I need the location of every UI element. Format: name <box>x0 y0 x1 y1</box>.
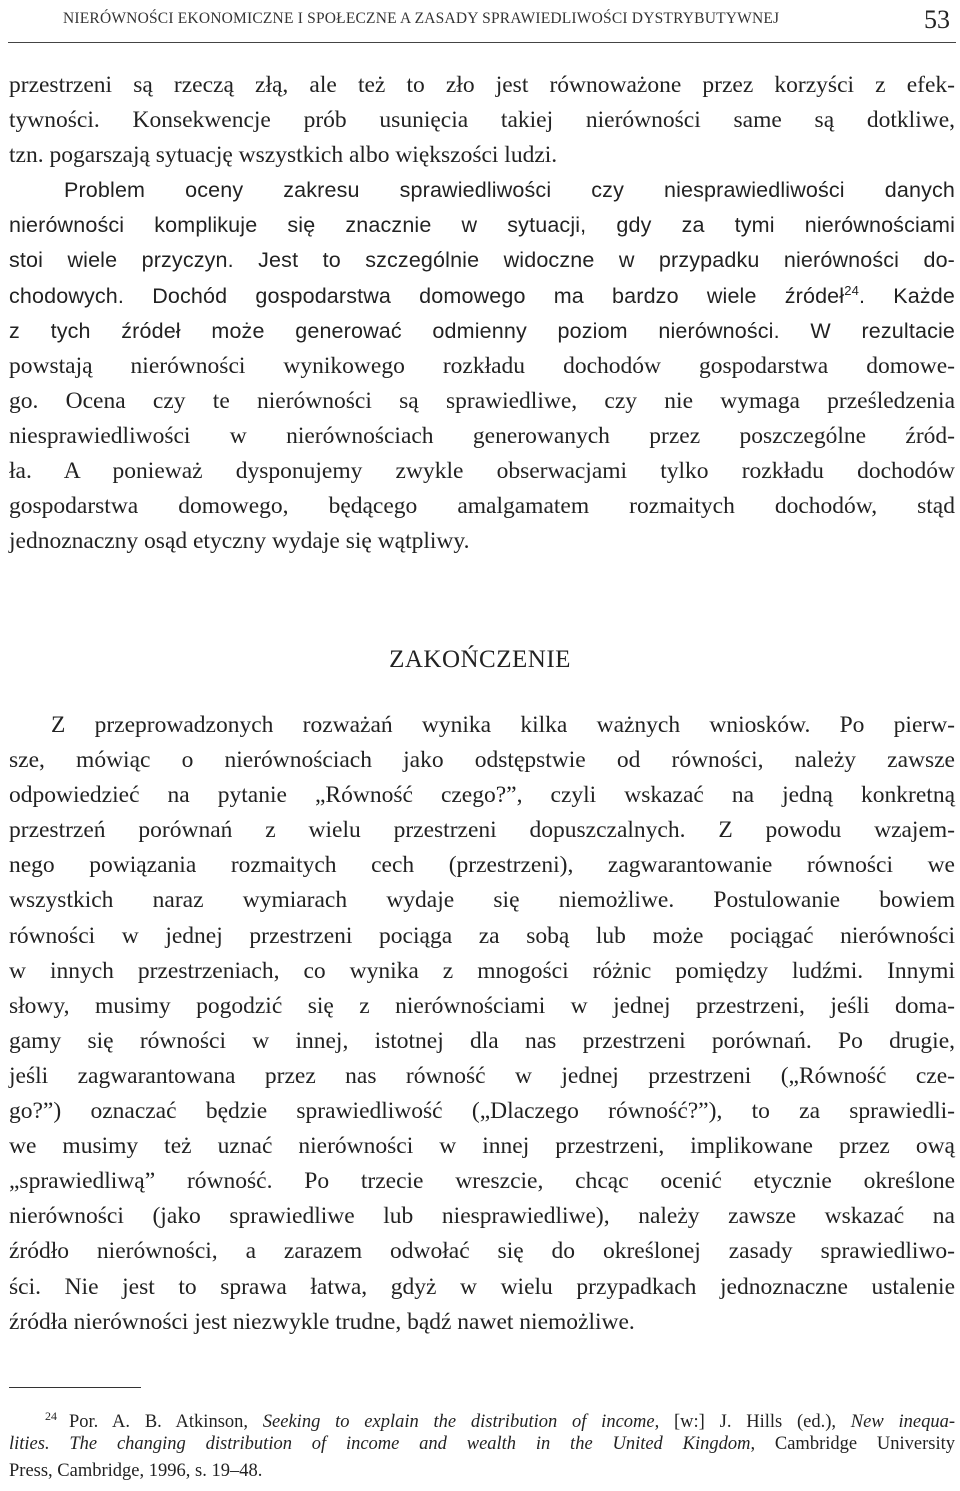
section-title: ZAKOŃCZENIE <box>389 646 571 673</box>
text-line: źródło nierówności, a zarazem odwołać się do określonej zasady sprawiedliwo- <box>9 1238 955 1265</box>
text-line: przestrzeni są rzeczą złą, ale też to zło jest równoważone przez korzyści z efek- <box>9 72 955 98</box>
section-heading <box>0 646 960 674</box>
text-line: gospodarstwa domowego, będącego amalgamatem rozmaitych dochodów, stąd <box>9 493 955 520</box>
text-line: ła. A ponieważ dysponujemy zwykle obserwacjami tylko rozkładu dochodów <box>9 458 955 485</box>
text-line: powstają nierówności wynikowego rozkładu dochodów gospodarstwa domowe- <box>9 352 955 379</box>
footnote-ref: 24 <box>844 282 859 298</box>
text-line: „sprawiedliwą” równość. Po trzecie wreszcie, chcąc ocenić etycznie określone <box>9 1168 955 1195</box>
body-text-conclusion <box>9 708 955 1340</box>
text-line: sze, mówiąc o nierównościach jako odstępstwie od równości, należy zawsze <box>9 747 955 774</box>
text-line: tzn. pogarszają sytuację wszystkich albo większości ludzi. <box>9 142 558 169</box>
footnote-line: Press, Cambridge, 1996, s. 19–48. <box>9 1461 263 1481</box>
page-number: 53 <box>924 5 950 34</box>
book-title: New inequa- <box>850 1412 955 1433</box>
text-line: wszystkich naraz wymiarach wydaje się niemożliwe. Postulowanie bowiem <box>9 887 955 914</box>
text-line: źródła nierówności jest niezwykle trudne, bądź nawet niemożliwe. <box>9 1308 635 1335</box>
text-line: równości w jednej przestrzeni pociąga za sobą lub może pociągać nierówności <box>9 922 955 949</box>
text-line: jednoznaczny osąd etyczny wydaje się wątpliwy. <box>9 528 470 555</box>
text-line: odpowiedzieć na pytanie „Równość czego?”, czyli wskazać na jedną konkretną <box>9 782 955 809</box>
text-fragment: , Cambridge University <box>750 1433 955 1454</box>
running-title: NIERÓWNOŚCI EKONOMICZNE I SPOŁECZNE A ZASADY SPRAWIEDLIWOŚCI DYSTRYBUTYWNEJ <box>63 10 780 27</box>
body-text-top <box>9 68 955 559</box>
text-line <box>9 279 955 314</box>
text-line: stoi wiele przyczyn. Jest to szczególnie widoczne w przypadku nierówności do- <box>9 248 955 273</box>
text-line: we musimy też uznać nierówności w innej przestrzeni, implikowane przez ową <box>9 1133 955 1160</box>
text-line: przestrzeń porównań z wielu przestrzeni dopuszczalnych. Z powodu wzajem- <box>9 817 955 844</box>
running-header <box>8 6 956 43</box>
footnote-line <box>9 1431 955 1459</box>
text-line: Z przeprowadzonych rozważań wynika kilka ważnych wniosków. Po pierw- <box>51 712 955 738</box>
text-line: nego powiązania rozmaitych cech (przestrzeni), zagwarantowanie równości we <box>9 852 955 879</box>
text-line: go. Ocena czy te nierówności są sprawiedliwe, czy nie wymaga prześledzenia <box>9 387 955 414</box>
text-fragment: chodowych. Dochód gospodarstwa domowego ma bardzo wiele źródeł <box>9 283 845 308</box>
text-fragment: Por. A. B. Atkinson, <box>69 1412 263 1433</box>
footnote <box>9 1403 955 1486</box>
text-line: niesprawiedliwości w nierównościach generowanych przez poszczególne źród- <box>9 422 955 449</box>
text-line: słowy, musimy pogodzić się z nierównościami w jednej przestrzeni, jeśli doma- <box>9 992 955 1019</box>
text-fragment: , [w:] J. Hills (ed.), <box>654 1412 851 1433</box>
book-title: lities. The changing distribution of income and wealth in the United Kingdom <box>9 1433 751 1454</box>
text-fragment: . Każde <box>858 283 955 308</box>
text-line: ści. Nie jest to sprawa łatwa, gdyż w wielu przypadkach jednoznaczne ustalenie <box>9 1273 955 1300</box>
text-line: nierówności (jako sprawiedliwe lub niesprawiedliwe), należy zawsze wskazać na <box>9 1203 955 1230</box>
text-line: Problem oceny zakresu sprawiedliwości czy niesprawiedliwości danych <box>64 178 955 203</box>
text-line: gamy się równości w innej, istotnej dla nas przestrzeni porównań. Po drugie, <box>9 1027 955 1054</box>
text-line: tywności. Konsekwencje prób usunięcia takiej nierówności same są dotkliwe, <box>9 107 955 134</box>
footnote-number: 24 <box>45 1409 57 1423</box>
text-line: jeśli zagwarantowana przez nas równość w jednej przestrzeni („Równość cze- <box>9 1062 955 1089</box>
text-line: z tych źródeł może generować odmienny poziom nierówności. W rezultacie <box>9 318 955 343</box>
footnote-divider <box>9 1387 141 1388</box>
text-line: go?”) oznaczać będzie sprawiedliwość („Dlaczego równość?”), to za sprawiedli- <box>9 1098 955 1125</box>
book-title: Seeking to explain the distribution of income <box>262 1412 655 1433</box>
footnote-line <box>9 1403 955 1431</box>
text-line: nierówności komplikuje się znacznie w sytuacji, gdy za tymi nierównościami <box>9 213 955 238</box>
text-line: w innych przestrzeniach, co wynika z mnogości różnic pomiędzy ludźmi. Innymi <box>9 957 955 984</box>
